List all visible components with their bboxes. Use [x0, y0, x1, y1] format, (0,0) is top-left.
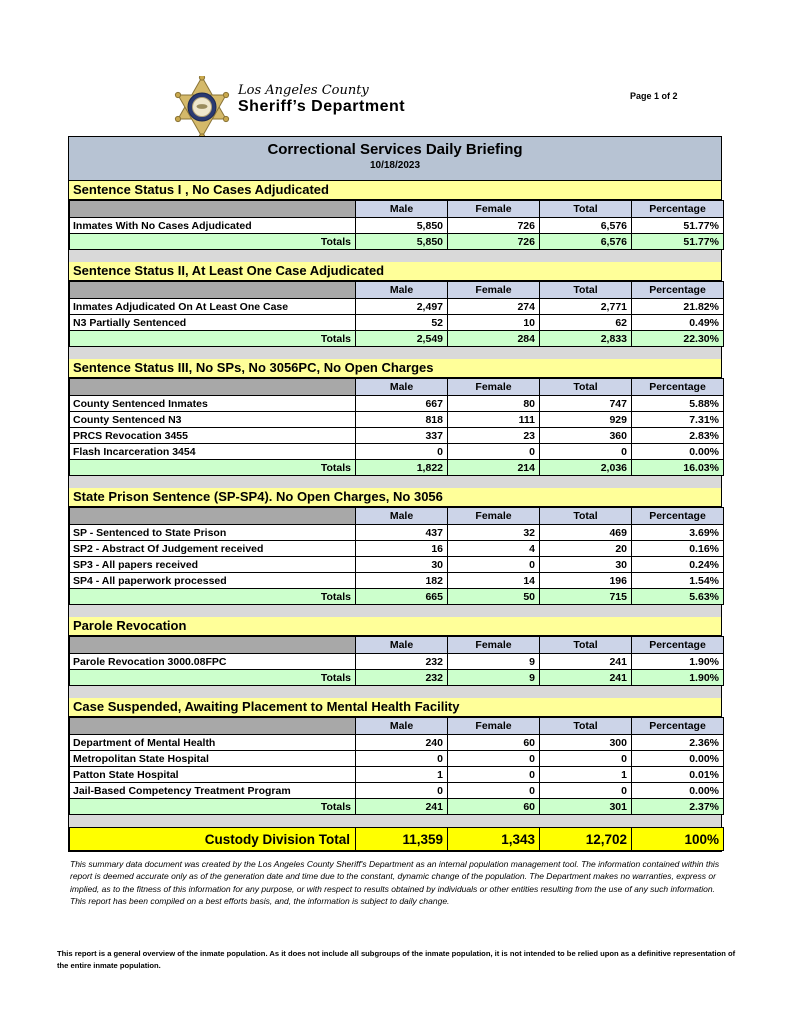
table-row [70, 767, 724, 783]
row-label: N3 Partially Sentenced [70, 315, 356, 331]
column-header-male: Male [356, 718, 448, 735]
column-header-row [70, 201, 724, 218]
totals-label: Totals [70, 670, 356, 686]
totals-female: 9 [448, 670, 540, 686]
totals-female: 726 [448, 234, 540, 250]
totals-row [70, 589, 724, 605]
column-header-row [70, 637, 724, 654]
column-header-female: Female [448, 379, 540, 396]
totals-total: 301 [540, 799, 632, 815]
table-row [70, 299, 724, 315]
section-table [69, 200, 724, 250]
column-header-spacer [70, 718, 356, 735]
row-label: County Sentenced Inmates [70, 396, 356, 412]
daily-briefing-report [68, 136, 722, 852]
totals-percentage: 1.90% [632, 670, 724, 686]
column-header-spacer [70, 201, 356, 218]
cell-total: 2,771 [540, 299, 632, 315]
cell-percentage: 0.49% [632, 315, 724, 331]
column-header-total: Total [540, 201, 632, 218]
section-title: Sentence Status III, No SPs, No 3056PC, No Open Charges [69, 359, 721, 378]
column-header-male: Male [356, 508, 448, 525]
table-row [70, 654, 724, 670]
totals-female: 284 [448, 331, 540, 347]
totals-female: 50 [448, 589, 540, 605]
totals-male: 665 [356, 589, 448, 605]
section-table [69, 378, 724, 476]
section-title: Parole Revocation [69, 617, 721, 636]
cell-female: 0 [448, 783, 540, 799]
cell-total: 0 [540, 751, 632, 767]
table-row [70, 412, 724, 428]
cell-percentage: 1.54% [632, 573, 724, 589]
column-header-percentage: Percentage [632, 282, 724, 299]
cell-percentage: 51.77% [632, 218, 724, 234]
column-header-male: Male [356, 637, 448, 654]
table-row [70, 783, 724, 799]
totals-label: Totals [70, 799, 356, 815]
cell-total: 0 [540, 444, 632, 460]
cell-total: 929 [540, 412, 632, 428]
cell-percentage: 5.88% [632, 396, 724, 412]
row-label: Department of Mental Health [70, 735, 356, 751]
totals-percentage: 51.77% [632, 234, 724, 250]
report-title: Correctional Services Daily Briefing [267, 141, 523, 158]
cell-female: 111 [448, 412, 540, 428]
report-sections [69, 181, 721, 815]
column-header-total: Total [540, 718, 632, 735]
cell-female: 0 [448, 751, 540, 767]
row-label: Patton State Hospital [70, 767, 356, 783]
cell-female: 726 [448, 218, 540, 234]
cell-female: 4 [448, 541, 540, 557]
totals-female: 214 [448, 460, 540, 476]
column-header-row [70, 718, 724, 735]
cell-total: 0 [540, 783, 632, 799]
cell-percentage: 0.00% [632, 783, 724, 799]
cell-percentage: 0.16% [632, 541, 724, 557]
cell-total: 6,576 [540, 218, 632, 234]
cell-percentage: 0.00% [632, 444, 724, 460]
section-table [69, 281, 724, 347]
totals-row [70, 460, 724, 476]
cell-male: 182 [356, 573, 448, 589]
row-label: Parole Revocation 3000.08FPC [70, 654, 356, 670]
cell-percentage: 0.01% [632, 767, 724, 783]
totals-male: 5,850 [356, 234, 448, 250]
column-header-female: Female [448, 282, 540, 299]
cell-total: 300 [540, 735, 632, 751]
totals-percentage: 16.03% [632, 460, 724, 476]
cell-percentage: 2.83% [632, 428, 724, 444]
agency-county-label: Los Angeles County [238, 83, 369, 98]
section-table [69, 636, 724, 686]
column-header-total: Total [540, 379, 632, 396]
cell-percentage: 1.90% [632, 654, 724, 670]
row-label: Flash Incarceration 3454 [70, 444, 356, 460]
row-label: SP4 - All paperwork processed [70, 573, 356, 589]
row-label: Inmates Adjudicated On At Least One Case [70, 299, 356, 315]
column-header-total: Total [540, 282, 632, 299]
grand-total-label: Custody Division Total [70, 828, 356, 851]
totals-female: 60 [448, 799, 540, 815]
table-row [70, 444, 724, 460]
cell-female: 0 [448, 444, 540, 460]
cell-male: 818 [356, 412, 448, 428]
cell-percentage: 7.31% [632, 412, 724, 428]
grand-total-row [70, 828, 724, 851]
report-section-4 [69, 488, 721, 605]
report-section-2 [69, 262, 721, 347]
section-title: Sentence Status I , No Cases Adjudicated [69, 181, 721, 200]
totals-row [70, 331, 724, 347]
cell-male: 667 [356, 396, 448, 412]
report-section-6 [69, 698, 721, 815]
totals-percentage: 22.30% [632, 331, 724, 347]
section-table [69, 507, 724, 605]
grand-total-total: 12,702 [540, 828, 632, 851]
totals-row [70, 799, 724, 815]
report-section-1 [69, 181, 721, 250]
totals-total: 2,833 [540, 331, 632, 347]
table-row [70, 525, 724, 541]
cell-total: 469 [540, 525, 632, 541]
cell-total: 196 [540, 573, 632, 589]
row-label: Inmates With No Cases Adjudicated [70, 218, 356, 234]
row-label: Jail-Based Competency Treatment Program [70, 783, 356, 799]
agency-name [238, 84, 405, 116]
column-header-spacer [70, 379, 356, 396]
cell-female: 0 [448, 767, 540, 783]
cell-female: 60 [448, 735, 540, 751]
row-label: County Sentenced N3 [70, 412, 356, 428]
cell-male: 1 [356, 767, 448, 783]
totals-percentage: 2.37% [632, 799, 724, 815]
cell-male: 30 [356, 557, 448, 573]
row-label: SP3 - All papers received [70, 557, 356, 573]
section-title: State Prison Sentence (SP-SP4). No Open Charges, No 3056 [69, 488, 721, 507]
column-header-total: Total [540, 508, 632, 525]
totals-label: Totals [70, 331, 356, 347]
table-row [70, 751, 724, 767]
column-header-percentage: Percentage [632, 637, 724, 654]
overview-footnote: This report is a general overview of the inmate population. As it does not include all subgroups of the inmate population, it is not intended to be relied upon as a definitive representation of the entire inmate population. [57, 949, 736, 971]
totals-total: 2,036 [540, 460, 632, 476]
grand-total-percentage: 100% [632, 828, 724, 851]
cell-male: 337 [356, 428, 448, 444]
agency-department-label: Sheriff’s Department [238, 98, 406, 116]
report-section-5 [69, 617, 721, 686]
table-row [70, 557, 724, 573]
cell-percentage: 3.69% [632, 525, 724, 541]
totals-male: 2,549 [356, 331, 448, 347]
column-header-total: Total [540, 637, 632, 654]
table-row [70, 573, 724, 589]
totals-percentage: 5.63% [632, 589, 724, 605]
cell-male: 232 [356, 654, 448, 670]
row-label: SP2 - Abstract Of Judgement received [70, 541, 356, 557]
row-label: SP - Sentenced to State Prison [70, 525, 356, 541]
cell-total: 1 [540, 767, 632, 783]
custody-division-total-section [69, 827, 721, 851]
totals-total: 6,576 [540, 234, 632, 250]
section-table [69, 717, 724, 815]
column-header-female: Female [448, 718, 540, 735]
table-row [70, 735, 724, 751]
cell-percentage: 0.24% [632, 557, 724, 573]
table-row [70, 396, 724, 412]
cell-female: 9 [448, 654, 540, 670]
cell-female: 10 [448, 315, 540, 331]
report-date: 10/18/2023 [369, 160, 421, 171]
totals-male: 1,822 [356, 460, 448, 476]
column-header-row [70, 282, 724, 299]
totals-male: 232 [356, 670, 448, 686]
cell-total: 62 [540, 315, 632, 331]
column-header-row [70, 379, 724, 396]
cell-total: 30 [540, 557, 632, 573]
grand-total-female: 1,343 [448, 828, 540, 851]
cell-total: 241 [540, 654, 632, 670]
column-header-percentage: Percentage [632, 379, 724, 396]
column-header-percentage: Percentage [632, 508, 724, 525]
column-header-male: Male [356, 282, 448, 299]
cell-percentage: 0.00% [632, 751, 724, 767]
cell-percentage: 21.82% [632, 299, 724, 315]
cell-male: 5,850 [356, 218, 448, 234]
cell-male: 0 [356, 751, 448, 767]
cell-male: 437 [356, 525, 448, 541]
totals-label: Totals [70, 589, 356, 605]
cell-male: 16 [356, 541, 448, 557]
cell-female: 80 [448, 396, 540, 412]
cell-female: 274 [448, 299, 540, 315]
column-header-spacer [70, 282, 356, 299]
column-header-male: Male [356, 201, 448, 218]
column-header-row [70, 508, 724, 525]
cell-female: 23 [448, 428, 540, 444]
cell-female: 0 [448, 557, 540, 573]
totals-label: Totals [70, 234, 356, 250]
row-label: PRCS Revocation 3455 [70, 428, 356, 444]
table-row [70, 218, 724, 234]
cell-total: 747 [540, 396, 632, 412]
column-header-female: Female [448, 508, 540, 525]
column-header-percentage: Percentage [632, 718, 724, 735]
cell-total: 20 [540, 541, 632, 557]
totals-total: 715 [540, 589, 632, 605]
column-header-male: Male [356, 379, 448, 396]
cell-total: 360 [540, 428, 632, 444]
cell-female: 32 [448, 525, 540, 541]
section-title: Case Suspended, Awaiting Placement to Mental Health Facility [69, 698, 721, 717]
cell-male: 2,497 [356, 299, 448, 315]
column-header-percentage: Percentage [632, 201, 724, 218]
totals-row [70, 670, 724, 686]
column-header-spacer [70, 637, 356, 654]
report-title-bar [69, 137, 721, 181]
report-section-3 [69, 359, 721, 476]
cell-male: 0 [356, 444, 448, 460]
grand-total-male: 11,359 [356, 828, 448, 851]
totals-row [70, 234, 724, 250]
cell-female: 14 [448, 573, 540, 589]
column-header-female: Female [448, 637, 540, 654]
column-header-female: Female [448, 201, 540, 218]
totals-male: 241 [356, 799, 448, 815]
section-title: Sentence Status II, At Least One Case Adjudicated [69, 262, 721, 281]
totals-total: 241 [540, 670, 632, 686]
table-row [70, 428, 724, 444]
cell-male: 0 [356, 783, 448, 799]
column-header-spacer [70, 508, 356, 525]
disclaimer-footnote: This summary data document was created by the Los Angeles County Sheriff's Department as an internal population management tool. The information contained within this report is deemed accurate only as of the generation date and time due to the constant, dynamic change of the population. The Department makes no warranties, express or implied, as to the fitness of this information for any purpose, or with respect to results obtained by individuals or other entities resulting from the use of any such information. This report has been compiled on a best efforts basis, and, the information is subject to daily change. [70, 859, 720, 906]
cell-male: 240 [356, 735, 448, 751]
page-indicator: Page 1 of 2 [630, 91, 678, 101]
totals-label: Totals [70, 460, 356, 476]
row-label: Metropolitan State Hospital [70, 751, 356, 767]
table-row [70, 541, 724, 557]
cell-male: 52 [356, 315, 448, 331]
cell-percentage: 2.36% [632, 735, 724, 751]
table-row [70, 315, 724, 331]
